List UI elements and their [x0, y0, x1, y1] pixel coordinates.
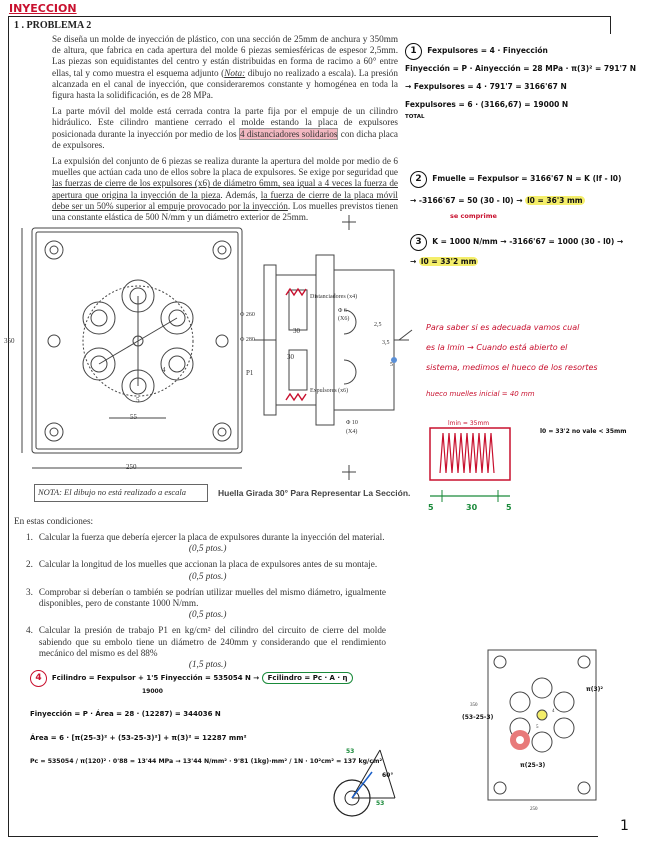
question-item: 3. Comprobar si deberían o también se podrían utilizar muelles del mismo diámetro, igualmente disponibles, pero de constante 1000 N/mm. (0,5 ptos.): [26, 586, 386, 620]
dim-phi260: Φ 260: [240, 312, 255, 318]
question-item: 1. Calcular la fuerza que debería ejercer la placa de expulsores durante la inyección del material. (0,5 ptos.): [26, 532, 385, 554]
hand-3: 3 K = 1000 N/mm → -3166'67 = 1000 (30 - l0) → → l0 = 33'2 mm: [410, 232, 623, 272]
small-fig-5: 5: [536, 725, 539, 730]
label-p1: P1: [246, 369, 254, 377]
statement-p2: La parte móvil del molde está cerrada contra la parte fija por el empuje de un cilindro hidráulico. Este cilindro mantiene cerrado el molde estando la placa de expulsores posicionada durante la inyección por medio de los 4 distanciadores solidarios con dicha placa de expulsores.: [52, 106, 398, 150]
geom-53a: 53: [346, 748, 355, 755]
header-tag: INYECCION: [9, 2, 77, 15]
spring-top-label: lmin = 35mm: [448, 420, 490, 427]
frame-left-line: [8, 16, 9, 836]
problem-title: 1 . PROBLEMA 2: [14, 20, 92, 31]
small-fig-350: 350: [470, 703, 478, 708]
step-2-marker: 2: [410, 171, 427, 188]
dim-250: 250: [126, 463, 137, 471]
frame-bottom-line: [8, 836, 598, 837]
dim-30b: 30: [293, 327, 300, 335]
dim-phi280: Φ 280: [240, 337, 255, 343]
spring-dim-5b: 5: [506, 503, 512, 512]
dim-4: 4: [162, 366, 166, 374]
geom-60: 60°: [382, 772, 394, 779]
question-item: 2. Calcular la longitud de los muelles que accionan la placa de expulsores antes de su montaje. (0,5 ptos.): [26, 559, 378, 581]
label-5b: 5: [390, 362, 393, 368]
figure-caption: Huella Girada 30° Para Representar La Sección.: [218, 488, 411, 498]
frame-top-line: [8, 16, 610, 17]
label-x6: (X6): [338, 316, 350, 322]
label-distanciadores: Distanciadores (x4): [310, 294, 358, 300]
spring-dim-5a: 5: [428, 503, 434, 512]
dim-30a: 30: [287, 353, 294, 361]
label-x4: (X4): [346, 429, 358, 435]
hand-1: 1 Fexpulsores = 4 · Finyección Finyección = P · Ainyección = 28 MPa · π(3)² = 791'7 N → Fexpulsores = 4 · 791'7 = 3166'67 N Fexpulsores = 6 · (3166,67) = 19000 N TOTAL: [405, 42, 636, 120]
step-1-marker: 1: [405, 43, 422, 60]
spring-note: l0 = 33'2 no vale < 35mm: [540, 428, 627, 435]
note-box-text: NOTA: El dibujo no está realizado a escala: [38, 487, 187, 497]
small-fig-250: 250: [530, 807, 538, 812]
frame-right-line: [610, 16, 611, 34]
hand-3-note: Para saber si es adecuada vamos cual es la lmin → Cuando está abierto el sistema, medimos el hueco de los resortes hueco muelles inicial = 40 mm: [426, 323, 598, 398]
small-fig-r53: (53-25-3): [462, 714, 494, 721]
hand-4-geometry: [330, 740, 400, 830]
small-fig-r25: π(25-3): [520, 762, 546, 769]
label-expulsores: Expulsores (x6): [310, 388, 349, 394]
dim-5: 5: [136, 396, 140, 404]
question-item: 4. Calcular la presión de trabajo P1 en kg/cm² del cilindro del circuito de cierre del molde sabiendo que su embolo tiene un diámetro de 240mm y considerando que el rendimiento mecánico del mismo es del 88% (1,5 ptos.): [26, 625, 386, 670]
statement-p1: Se diseña un molde de inyección de plástico, con una sección de 25mm de anchura y 350mm de altura, que fabrica en cada apertura del molde 6 piezas semiesféricas de espesor 2,5mm. Las piezas son equidistantes del centro y están distribuidas en forma de racimo a 60° entre ellas, tal y como muestra el esquema adjunto (Nota: dibujo no realizado a escala). La presión alcanzada en el canal de inyección, que consideraremos constante y homogénea en toda la figura hasta la solidificación, es de 28 MPa.: [52, 34, 398, 101]
label-35: 3,5: [382, 340, 390, 346]
label-phi10: Φ 10: [346, 420, 358, 426]
statement-block: [52, 34, 398, 223]
statement-p3: La expulsión del conjunto de 6 piezas se realiza durante la apertura del molde por medio de 6 muelles que actúan cada uno de ellos sobre la placa de expulsores. Se exige por seguridad que las fuerzas de cierre de los expulsores (x6) de diámetro 6mm, sea igual a 4 veces la fuerza de apertura que origina la inyección de la pieza. Además, la fuerza de cierre de la placa móvil debe ser un 50% superior al empuje provocado por la inyección. Los muelles previstos tienen una constante elástica de 500 N/mm y un diámetro exterior de 25mm.: [52, 156, 399, 223]
label-25: 2,5: [374, 322, 382, 328]
dim-350: 350: [4, 337, 15, 345]
conditions-intro: En estas condiciones:: [14, 516, 94, 526]
hand-2: 2 Fmuelle = Fexpulsor = 3166'67 N = K (lf - l0) → -3166'67 = 50 (30 - l0) → l0 = 36'3 mm se comprime: [410, 168, 621, 220]
questions-list: [26, 532, 386, 670]
spring-sketch: [420, 418, 520, 508]
small-mold-figure: [476, 640, 606, 820]
mold-figure: [14, 200, 414, 485]
step-3-marker: 3: [410, 234, 427, 251]
step-4-marker: 4: [30, 670, 47, 687]
geom-53b: 53: [376, 800, 385, 807]
spring-dim-30: 30: [466, 503, 478, 512]
label-phi6: Φ 6: [338, 308, 347, 314]
hand-4: 4 Fcilindro = Fexpulsor + 1'5 Finyección = 535054 N → Fcilindro = Pc · A · η 19000 Finyección = P · Área = 28 · (12287) = 344036 N Área = 6 · [π(25-3)² + (53-25-3)²] + π(3)² = 12287 mm² Pc = 535054 / π(120)² · 0'88 = 13'44 MPa → 13'44 N/mm² · 9'81 (1kg)·mm² / 1N · 10²cm² = 137 kg/cm²: [30, 666, 382, 774]
small-fig-4: 4: [552, 709, 555, 714]
dim-55: 55: [130, 413, 137, 421]
page-number: 1: [620, 818, 629, 834]
small-fig-r3: π(3)²: [586, 686, 604, 693]
